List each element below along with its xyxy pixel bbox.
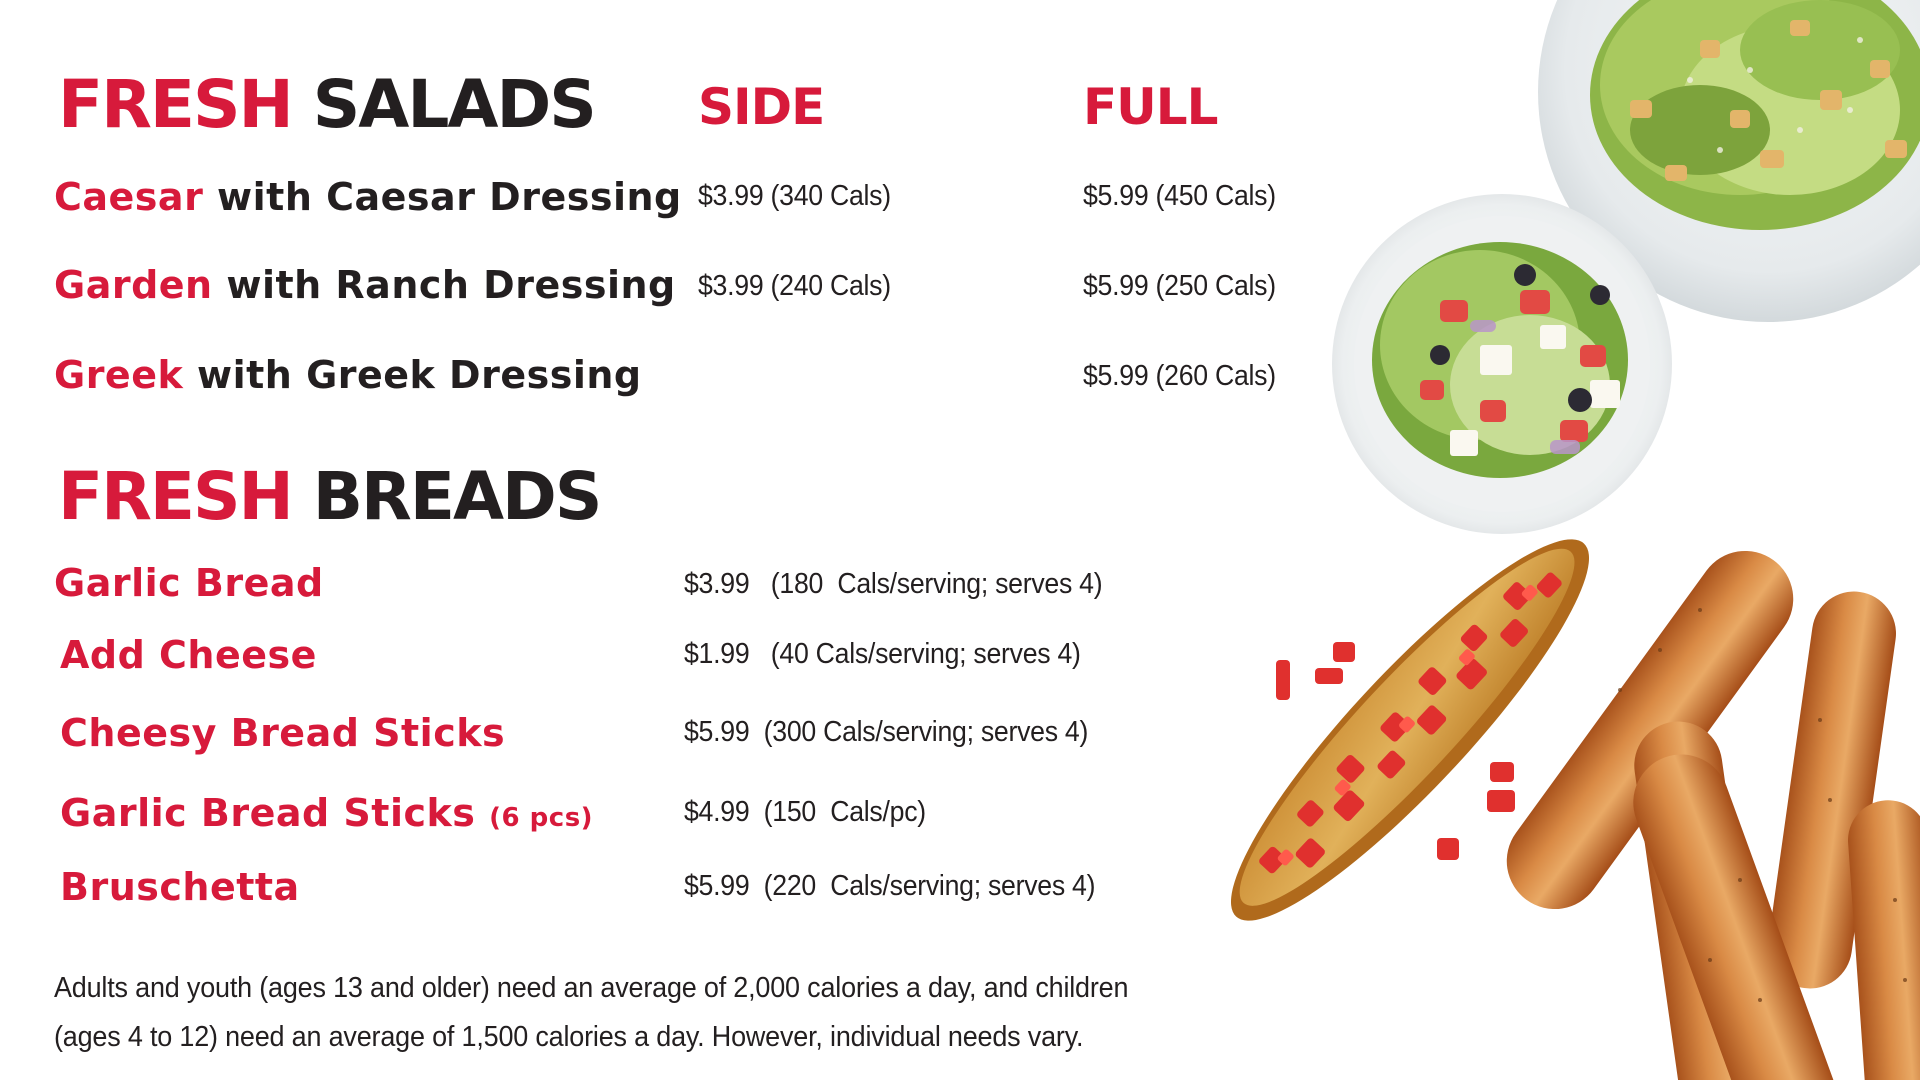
bread-item-bruschetta-price: $5.99 (220 Cals/serving; serves 4): [684, 870, 1096, 902]
salad-item-caesar-full-price: $5.99 (450 Cals): [1083, 180, 1276, 212]
bread-item-add-cheese: [60, 633, 317, 677]
bread-item-garlic-bread: [54, 561, 324, 605]
bread-item-note: (6 pcs): [489, 803, 594, 833]
salad-item-name: Greek: [54, 353, 184, 397]
bread-item-name: Garlic Bread: [54, 561, 324, 605]
breads-title-highlight: FRESH: [58, 458, 292, 535]
salads-title-highlight: FRESH: [58, 66, 292, 143]
bread-item-garlic-bread-sticks: [60, 791, 594, 835]
calorie-footnote: [54, 964, 1128, 1062]
salad-item-caesar: [54, 175, 682, 219]
salad-item-name: Garden: [54, 263, 213, 307]
bread-item-cheesy-bread-sticks-price: $5.99 (300 Cals/serving; serves 4): [684, 716, 1089, 748]
breads-section-title: [58, 458, 601, 535]
salad-item-desc: with Greek Dressing: [196, 353, 642, 397]
salad-item-desc: with Caesar Dressing: [217, 175, 682, 219]
breads-title-rest: BREADS: [312, 458, 601, 535]
salads-section-title: [58, 66, 595, 143]
bread-item-garlic-bread-sticks-price: $4.99 (150 Cals/pc): [684, 796, 926, 828]
bread-item-name: Cheesy Bread Sticks: [60, 711, 506, 755]
salads-title-rest: SALADS: [312, 66, 595, 143]
salad-item-greek-full-price: $5.99 (260 Cals): [1083, 360, 1276, 392]
greek-salad-bowl-image: [1332, 194, 1672, 534]
bread-item-name: Add Cheese: [60, 633, 317, 677]
salad-item-garden-full-price: $5.99 (250 Cals): [1083, 270, 1276, 302]
salad-item-caesar-side-price: $3.99 (340 Cals): [698, 180, 891, 212]
bread-item-name: Garlic Bread Sticks: [60, 791, 476, 835]
column-header-side: SIDE: [698, 78, 825, 136]
bread-item-bruschetta: [60, 865, 300, 909]
column-header-full: FULL: [1083, 78, 1218, 136]
bread-item-name: Bruschetta: [60, 865, 300, 909]
salad-item-garden: [54, 263, 676, 307]
salad-item-garden-side-price: $3.99 (240 Cals): [698, 270, 891, 302]
salad-item-desc: with Ranch Dressing: [226, 263, 676, 307]
calorie-footnote-line1: Adults and youth (ages 13 and older) need an average of 2,000 calories a day, and children: [54, 972, 1129, 1004]
bread-item-cheesy-bread-sticks: [60, 711, 506, 755]
bread-item-add-cheese-price: $1.99 (40 Cals/serving; serves 4): [684, 638, 1081, 670]
bread-item-garlic-bread-price: $3.99 (180 Cals/serving; serves 4): [684, 568, 1103, 600]
salad-item-greek: [54, 353, 642, 397]
salad-item-name: Caesar: [54, 175, 204, 219]
calorie-footnote-line2: (ages 4 to 12) need an average of 1,500 calories a day. However, individual needs vary.: [54, 1021, 1084, 1053]
